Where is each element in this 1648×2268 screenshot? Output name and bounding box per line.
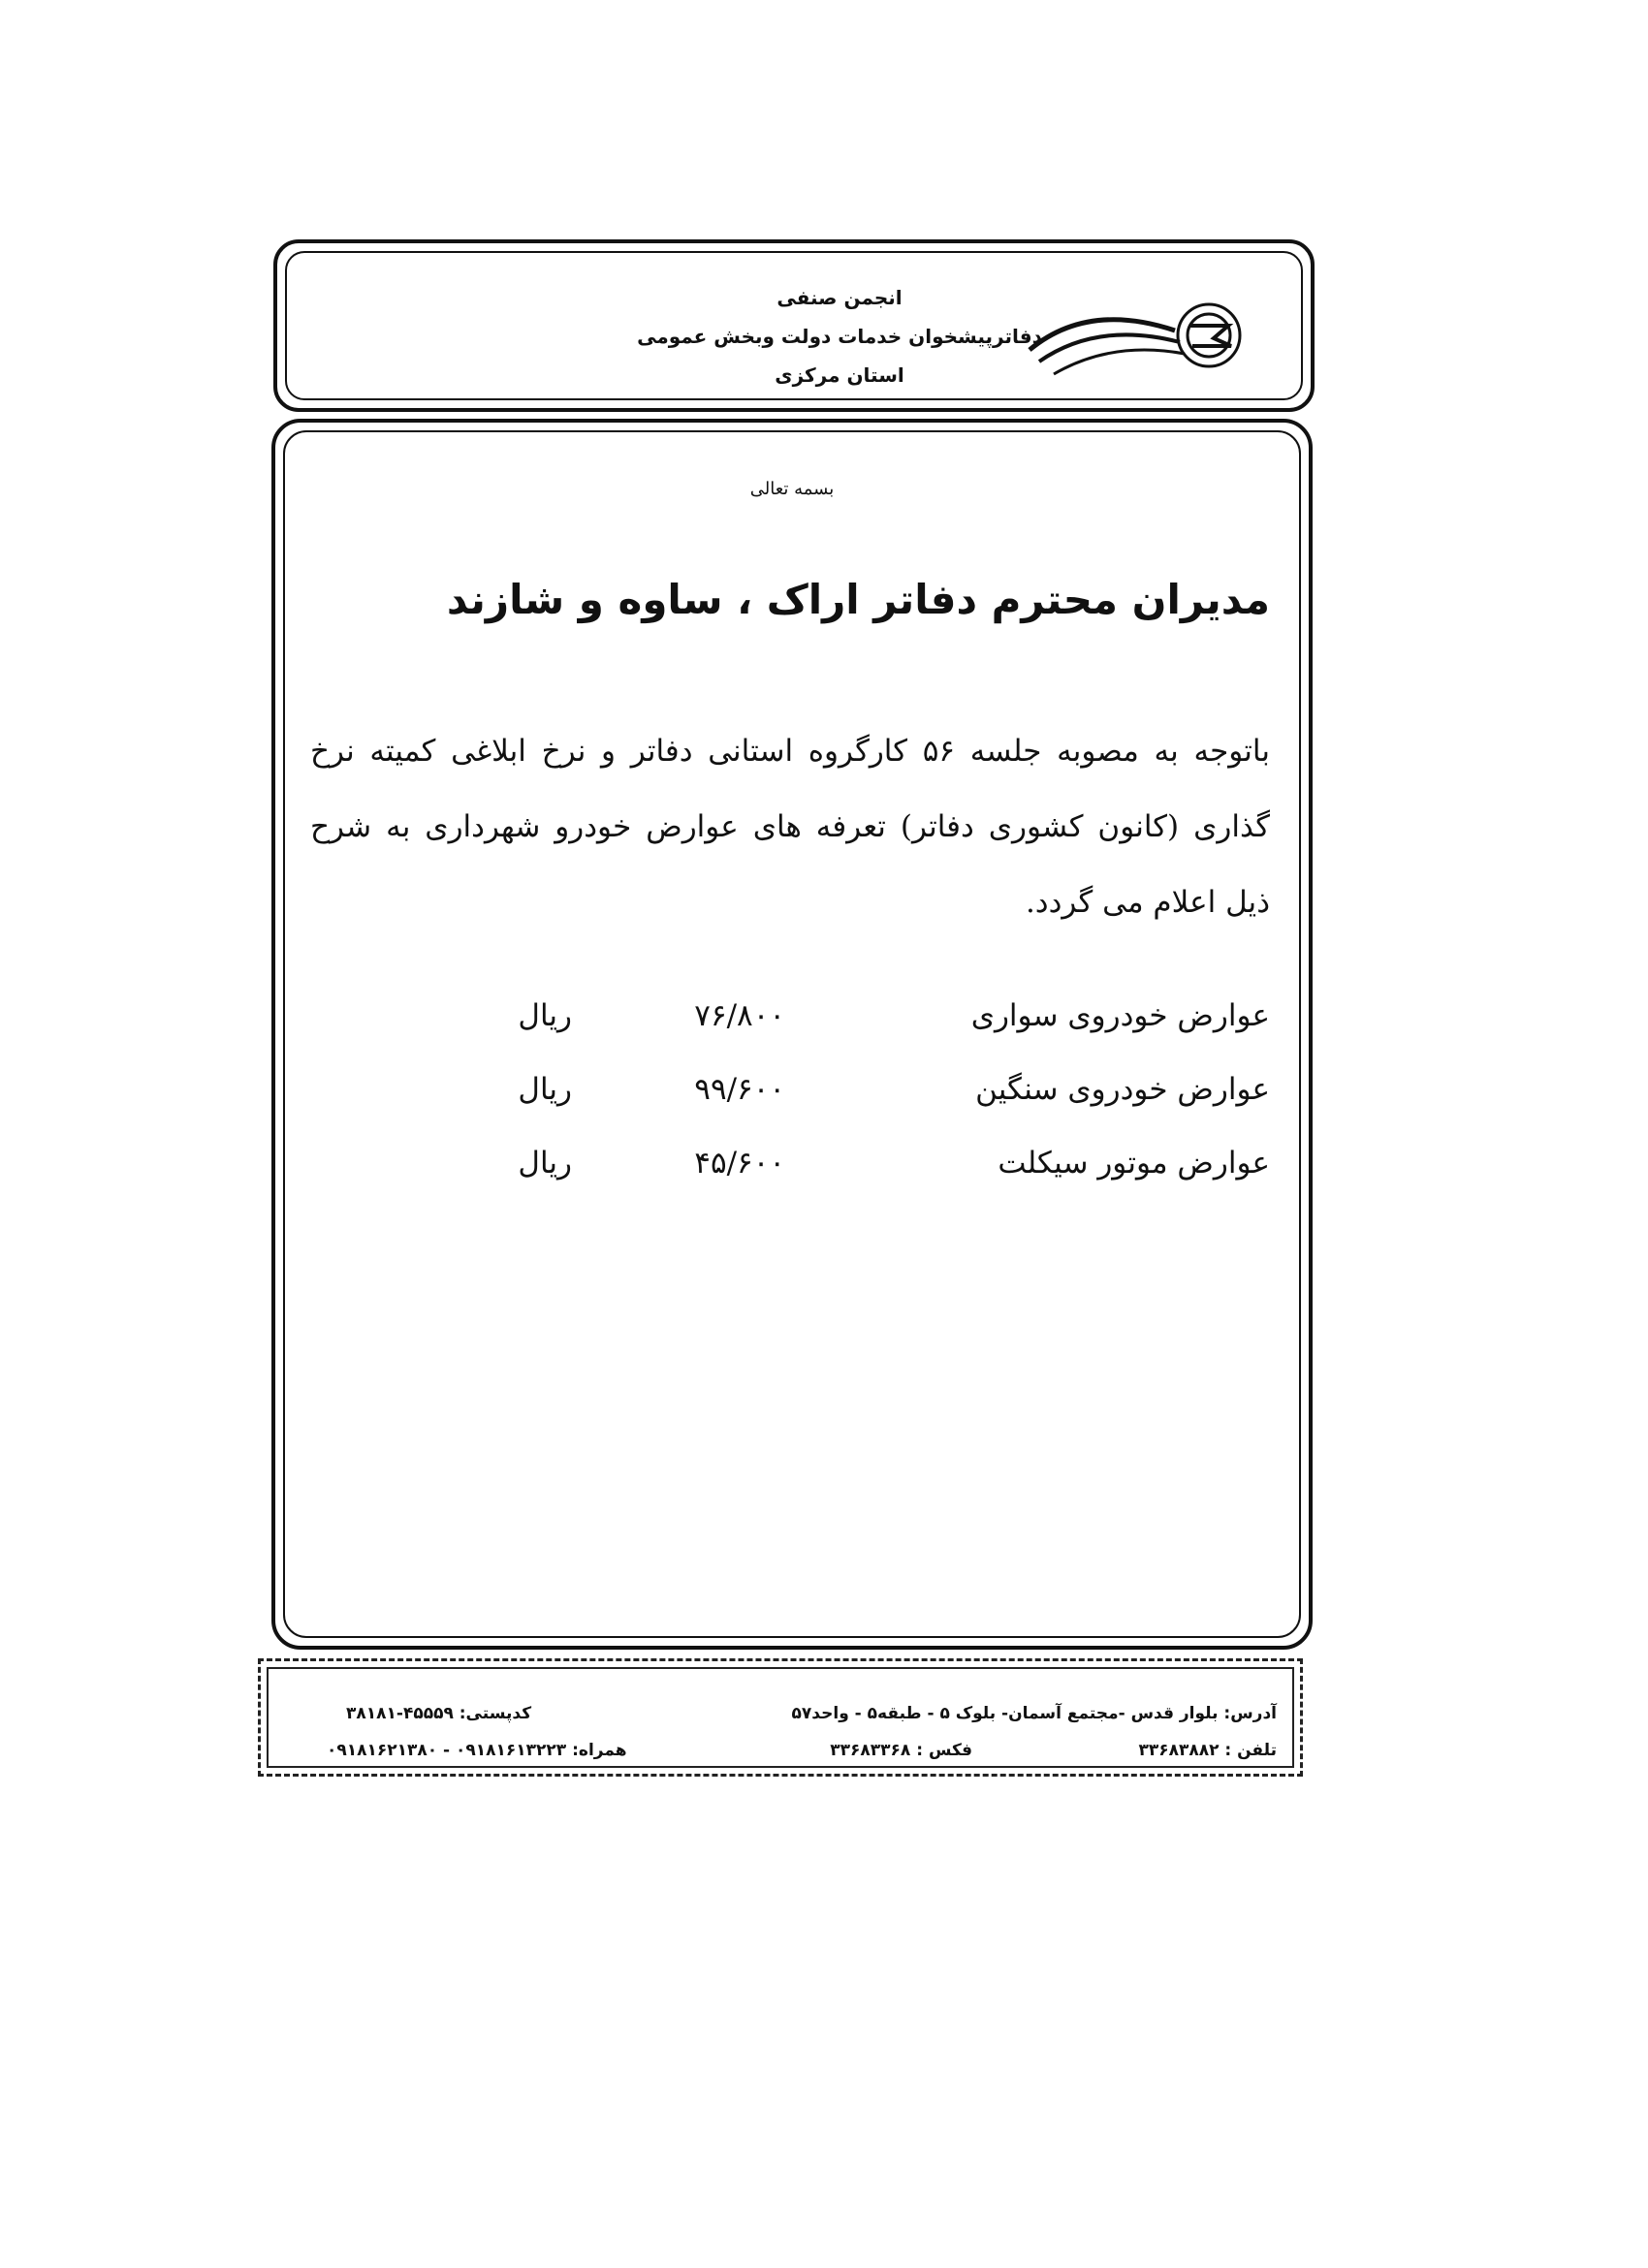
fee-unit: ریال [518,1146,572,1181]
fee-unit: ریال [518,998,572,1033]
fee-row [494,1146,1270,1219]
fee-label: عوارض خودروی سواری [970,998,1270,1033]
footer-fax: فکس : ۳۳۶۸۳۳۶۸ [830,1741,972,1760]
footer-mobile: همراه: ۰۹۱۸۱۶۱۳۲۲۳ - ۰۹۱۸۱۶۲۱۳۸۰ [327,1741,627,1760]
letter-inner-border [283,430,1301,1638]
footer-inner-border [267,1667,1294,1768]
fee-row [494,998,1270,1072]
bismillah: بسمه تعالی [749,479,835,499]
fee-amount: ۹۹/۶۰۰ [694,1072,785,1107]
fee-row [494,1072,1270,1146]
fee-list [494,998,1270,1219]
letterhead-line-1: انجمن صنفی [776,286,903,309]
letterhead-line-2: دفاترپیشخوان خدمات دولت وبخش عمومی [637,325,1042,348]
footer-box [258,1658,1303,1777]
letterhead-box [273,239,1315,412]
letterhead-line-3: استان مرکزی [775,363,904,387]
footer-address: آدرس: بلوار قدس -مجتمع آسمان- بلوک ۵ - طبقه۵ - واحد۵۷ [791,1704,1277,1723]
fee-label: عوارض خودروی سنگین [975,1072,1270,1107]
letterhead-inner-border [285,251,1303,400]
fee-label: عوارض موتور سیکلت [998,1146,1270,1181]
fee-amount: ۴۵/۶۰۰ [694,1146,785,1181]
footer-phone: تلفن : ۳۳۶۸۳۸۸۲ [1138,1741,1277,1760]
letter-body: باتوجه به مصوبه جلسه ۵۶ کارگروه استانی دفاتر و نرخ ابلاغی کمیته نرخ گذاری (کانون کشوری دفاتر) تعرفه های عوارض خودرو شهرداری به شرح ذیل اعلام می گردد. [310,734,1270,920]
letter-box [271,419,1313,1650]
addressee-heading: مدیران محترم دفاتر اراک ، ساوه و شازند [446,576,1270,623]
fee-unit: ریال [518,1072,572,1107]
association-logo-icon [1020,282,1262,389]
footer-postal-code: کدپستی: ۴۵۵۵۹-۳۸۱۸۱ [346,1704,532,1723]
fee-amount: ۷۶/۸۰۰ [694,998,785,1033]
